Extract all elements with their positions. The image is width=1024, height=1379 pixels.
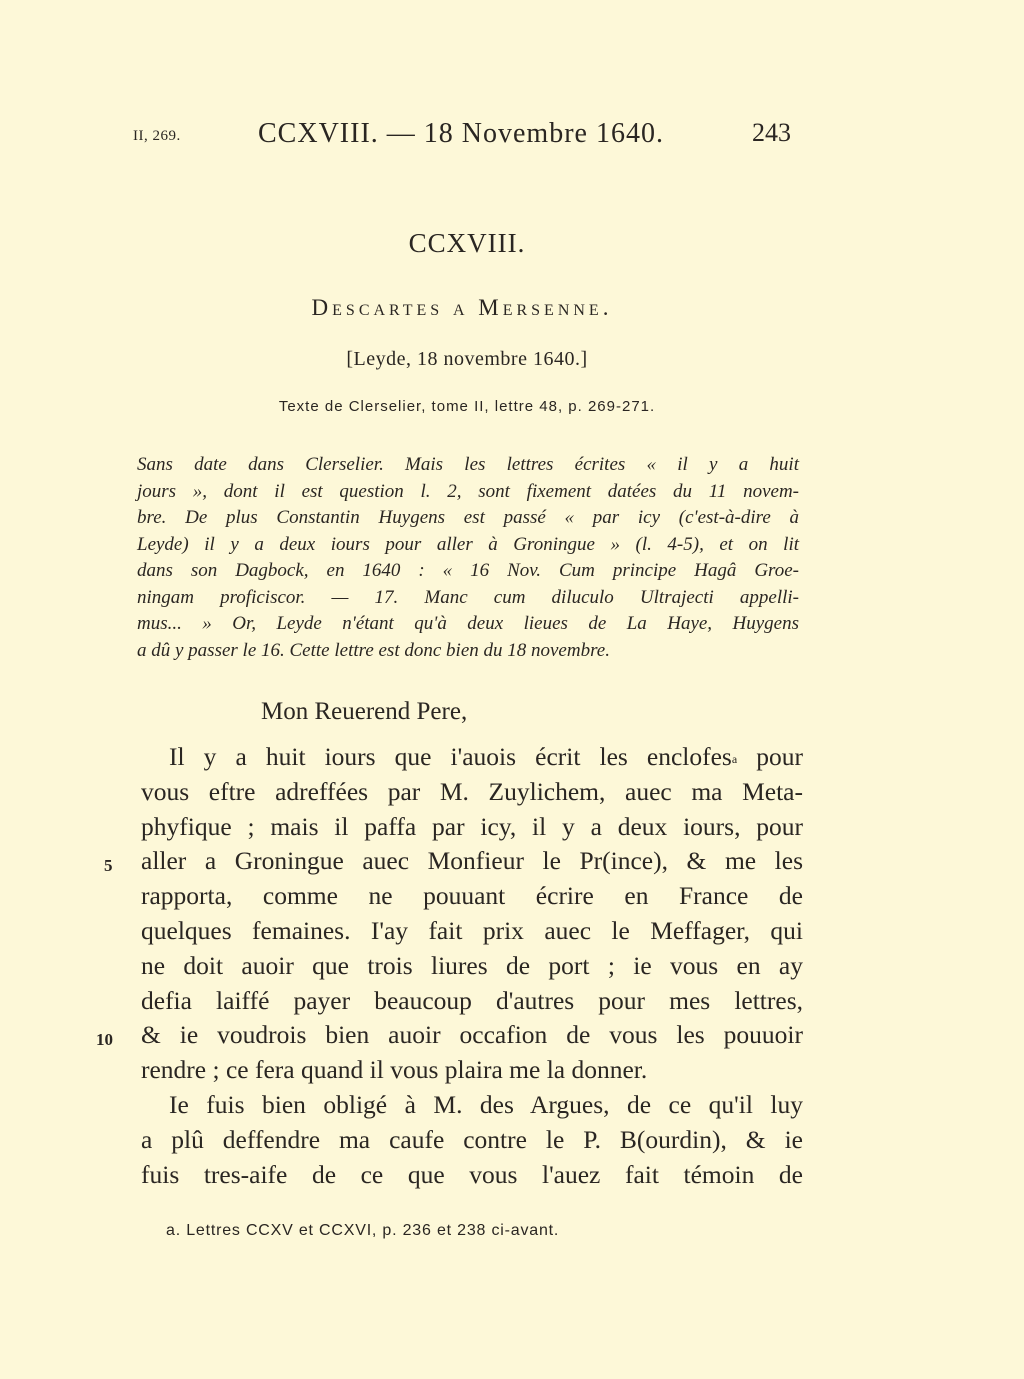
note-line: Leyde) il y a deux iours pour aller à Groningue » (l. 4-5), et on lit bbox=[137, 533, 799, 555]
running-head-title: CCXVIII. — 18 Novembre 1640. bbox=[258, 118, 664, 149]
body-line-1 bbox=[141, 740, 803, 775]
letter-body bbox=[141, 740, 803, 1192]
body-line: ne doit auoir que trois liures de port ; ie vous en ay bbox=[141, 950, 803, 980]
footnote-mark: a bbox=[731, 752, 738, 766]
body-line: defia laiffé payer beaucoup d'autres pour mes lettres, bbox=[141, 985, 803, 1015]
body-line: vous eftre adreffées par M. Zuylichem, auec ma Meta- bbox=[141, 776, 803, 806]
letter-title: Descartes a Mersenne. bbox=[311, 295, 613, 320]
body-line: aller a Groningue auec Monfieur le Pr(ince), & me les bbox=[141, 846, 803, 876]
source-line: Texte de Clerselier, tome II, lettre 48, p. 269-271. bbox=[278, 398, 656, 415]
note-line: dans son Dagbock, en 1640 : « 16 Nov. Cum principe Hagâ Groe- bbox=[137, 560, 799, 581]
line-number-10: 10 bbox=[96, 1030, 113, 1049]
note-line: a dû y passer le 16. Cette lettre est donc bien du 18 novembre. bbox=[137, 639, 610, 661]
body-line: rendre ; ce fera quand il vous plaira me la donner. bbox=[141, 1055, 648, 1085]
salutation: Mon Reuerend Pere, bbox=[261, 698, 468, 725]
editorial-note bbox=[137, 452, 799, 664]
body-line: rapporta, comme ne pouuant écrire en France de bbox=[141, 881, 803, 911]
line-number-5: 5 bbox=[104, 856, 113, 875]
letter-place-date: [Leyde, 18 novembre 1640.] bbox=[346, 348, 588, 370]
note-line: jours », dont il est question l. 2, sont fixement datées du 11 novem- bbox=[137, 480, 799, 502]
note-line: Sans date dans Clerselier. Mais les lettres écrites « il y a huit bbox=[137, 454, 799, 475]
body-line: a plû deffendre ma caufe contre le P. B(ourdin), & ie bbox=[141, 1124, 803, 1154]
note-line: mus... » Or, Leyde n'étant qu'à deux lieues de La Haye, Huygens bbox=[137, 613, 799, 634]
page-number: 243 bbox=[752, 118, 791, 147]
footnote: a. Lettres CCXV et CCXVI, p. 236 et 238 ci-avant. bbox=[166, 1222, 560, 1239]
body-line-tail: pour bbox=[737, 742, 803, 771]
body-line: phyfique ; mais il paffa par icy, il y a deux iours, pour bbox=[141, 811, 803, 841]
body-line: fuis tres-aife de ce que vous l'auez fait témoin de bbox=[141, 1159, 803, 1189]
note-line: ningam proficiscor. — 17. Manc cum diluculo Ultrajecti appelli- bbox=[137, 586, 799, 608]
running-head-reference: II, 269. bbox=[133, 128, 181, 144]
body-line-text: Il y a huit iours que i'auois écrit les enclofes bbox=[169, 742, 732, 771]
body-line: & ie voudrois bien auoir occafion de vous les pouuoir bbox=[141, 1020, 803, 1050]
letter-number: CCXVIII. bbox=[408, 228, 526, 258]
body-line: Ie fuis bien obligé à M. des Argues, de ce qu'il luy bbox=[169, 1089, 803, 1119]
note-line: bre. De plus Constantin Huygens est passé « par icy (c'est-à-dire à bbox=[137, 507, 799, 528]
body-line: quelques femaines. I'ay fait prix auec le Meffager, qui bbox=[141, 915, 803, 945]
